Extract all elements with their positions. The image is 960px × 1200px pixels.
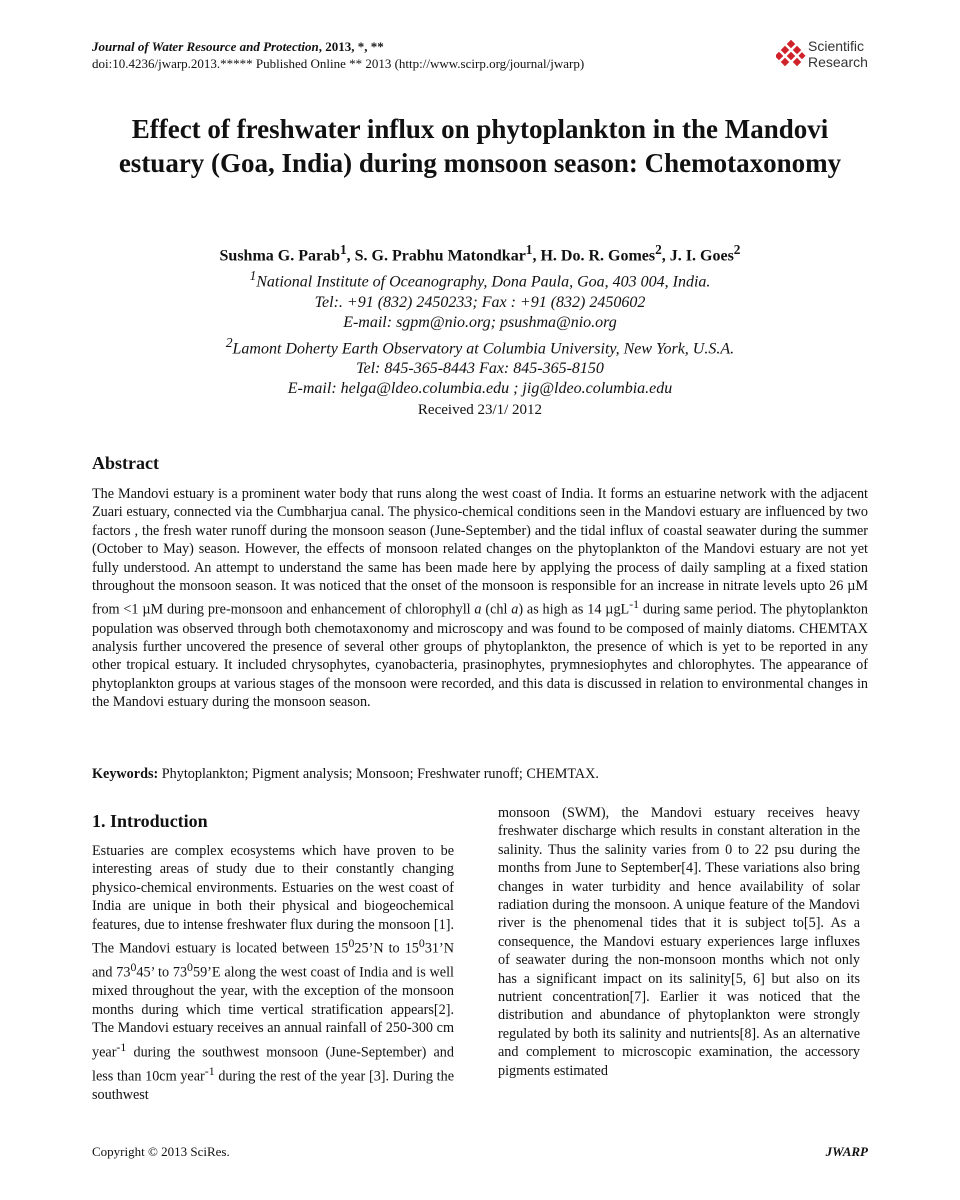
introduction-right-column: monsoon (SWM), the Mandovi estuary receives heavy freshwater discharge which results in constant alteration in the salinity. Thus the salinity varies from 0 to 22 psu during the months from June to September[4]. These variations also bring changes in water turbidity and hence availability of solar radiation during the monsoon. A unique feature of the Mandovi river is the phenomenal tides that it is subject to[5]. As a consequence, the Mandovi estuary experiences large influxes of seawater during the non-monsoon months which not only has a significant impact on its salinity[5, 6] but also on its nutrient concentration[7]. Earlier it was noticed that the distribution and abundance of phytoplankton were strongly regulated by both its salinity and nutrients[8]. As an alternative and complement to microscopic examination, the accessory pigments estimated [498, 805, 860, 1079]
abstract-heading: Abstract [92, 453, 159, 473]
doi-line: doi:10.4236/jwarp.2013.***** Published Online ** 2013 (http://www.scirp.org/journal/jwarp) [92, 56, 585, 71]
keywords [92, 765, 868, 783]
affiliation-1-phone: Tel:. +91 (832) 2450233; Fax : +91 (832) 2450602 [314, 293, 646, 311]
introduction-left-column: Estuaries are complex ecosystems which have proven to be interesting areas of study due to their constantly changing physico-chemical environments. Estuaries on the west coast of India are unique in both their physical and biogeochemical features, due to intense freshwater flux during the monsoon [1]. The Mandovi estuary is located between $15^025’N$ to $15^031’N$ and $73^045$’ to $73^059’E$ along the west coast of India and is well mixed throughout the year, with the exception of the monsoon months during which time vertical stratification appears[2]. The Mandovi estuary receives an annual rainfall of 250-300 cm year$^{-1}$ during the southwest monsoon (June-September) and less than 10cm year$^{-1}$ during the rest of the year [3]. During the southwest [92, 843, 455, 1103]
journal-header [92, 38, 584, 72]
footer-journal: JWARP [825, 1144, 868, 1159]
scirp-logo-text: Scientific Research [808, 38, 868, 70]
journal-issue: , 2013, *, ** [318, 39, 384, 54]
affiliation-2-phone: Tel: 845-365-8443 Fax: 845-365-8150 [356, 359, 604, 377]
scirp-logo [776, 36, 876, 76]
affiliation-2: $^2$Lamont Doherty Earth Observatory at Columbia University, New York, U.S.A. [225, 334, 735, 357]
paper-title: Effect of freshwater influx on phytoplankton in the Mandovi estuary (Goa, India) during monsoon season: Chemotaxonomy [118, 114, 842, 178]
author-names: Sushma G. Parab$^1$, S. G. Prabhu Matondkar$^1$, H. Do. R. Gomes$^2$, J. I. Goes$^2$ [219, 242, 741, 265]
introduction-heading: 1. Introduction [92, 811, 208, 831]
affiliation-1-email: E-mail: sgpm@nio.org; psushma@nio.org [343, 313, 617, 331]
journal-name: Journal of Water Resource and Protection [92, 39, 319, 54]
abstract-text: The Mandovi estuary is a prominent water body that runs along the west coast of India. It forms an estuarine network with the adjacent Zuari estuary, connected via the Cumbharjua canal. The physico-chemical conditions seen in the Mandovi estuary are influenced by two factors , the fresh water runoff during the monsoon season (June-September) and the tidal influx of coastal seawater during the summer (October to May) season. However, the effects of monsoon related changes on the phytoplankton of the Mandovi estuary are not yet fully understood. An attempt to understand the same has been made here by applying the process of daily sampling at a fixed station throughout the monsoon season. It was noticed that the onset of the monsoon is responsible for an increase in nitrate levels upto 26 µM from <1 µM during pre-monsoon and enhancement of chlorophyll a (chl a) as high as 14 µgL$^{-1}$ during same period. The phytoplankton population was observed through both chemotaxonomy and microscopy and was found to be composed of mainly diatoms. CHEMTAX analysis further uncovered the presence of several other groups of phytoplankton, the presence of which is yet to be reported in any other tropical estuary. It included chrysophytes, cyanobacteria, prasinophytes, prymnesiophytes and chlorophytes. The appearance of phytoplankton groups at various stages of the monsoon were recorded, and this data is discussed in relation to environmental changes in the Mandovi estuary during the monsoon season. [92, 486, 868, 711]
journal-citation [92, 38, 584, 55]
keywords-label: Keywords: [92, 766, 159, 782]
footer-copyright: Copyright © 2013 SciRes. [92, 1144, 230, 1159]
keywords-text: Phytoplankton; Pigment analysis; Monsoon; Freshwater runoff; CHEMTAX. [158, 766, 599, 782]
affiliation-1: $^1$National Institute of Oceanography, Dona Paula, Goa, 403 004, India. [249, 268, 711, 291]
received-date: Received 23/1/ 2012 [417, 402, 543, 418]
authors-block [60, 240, 900, 399]
scirp-logo-icon [776, 40, 806, 70]
affiliation-2-email: E-mail: helga@ldeo.columbia.edu ; jig@ldeo.columbia.edu [287, 379, 673, 397]
